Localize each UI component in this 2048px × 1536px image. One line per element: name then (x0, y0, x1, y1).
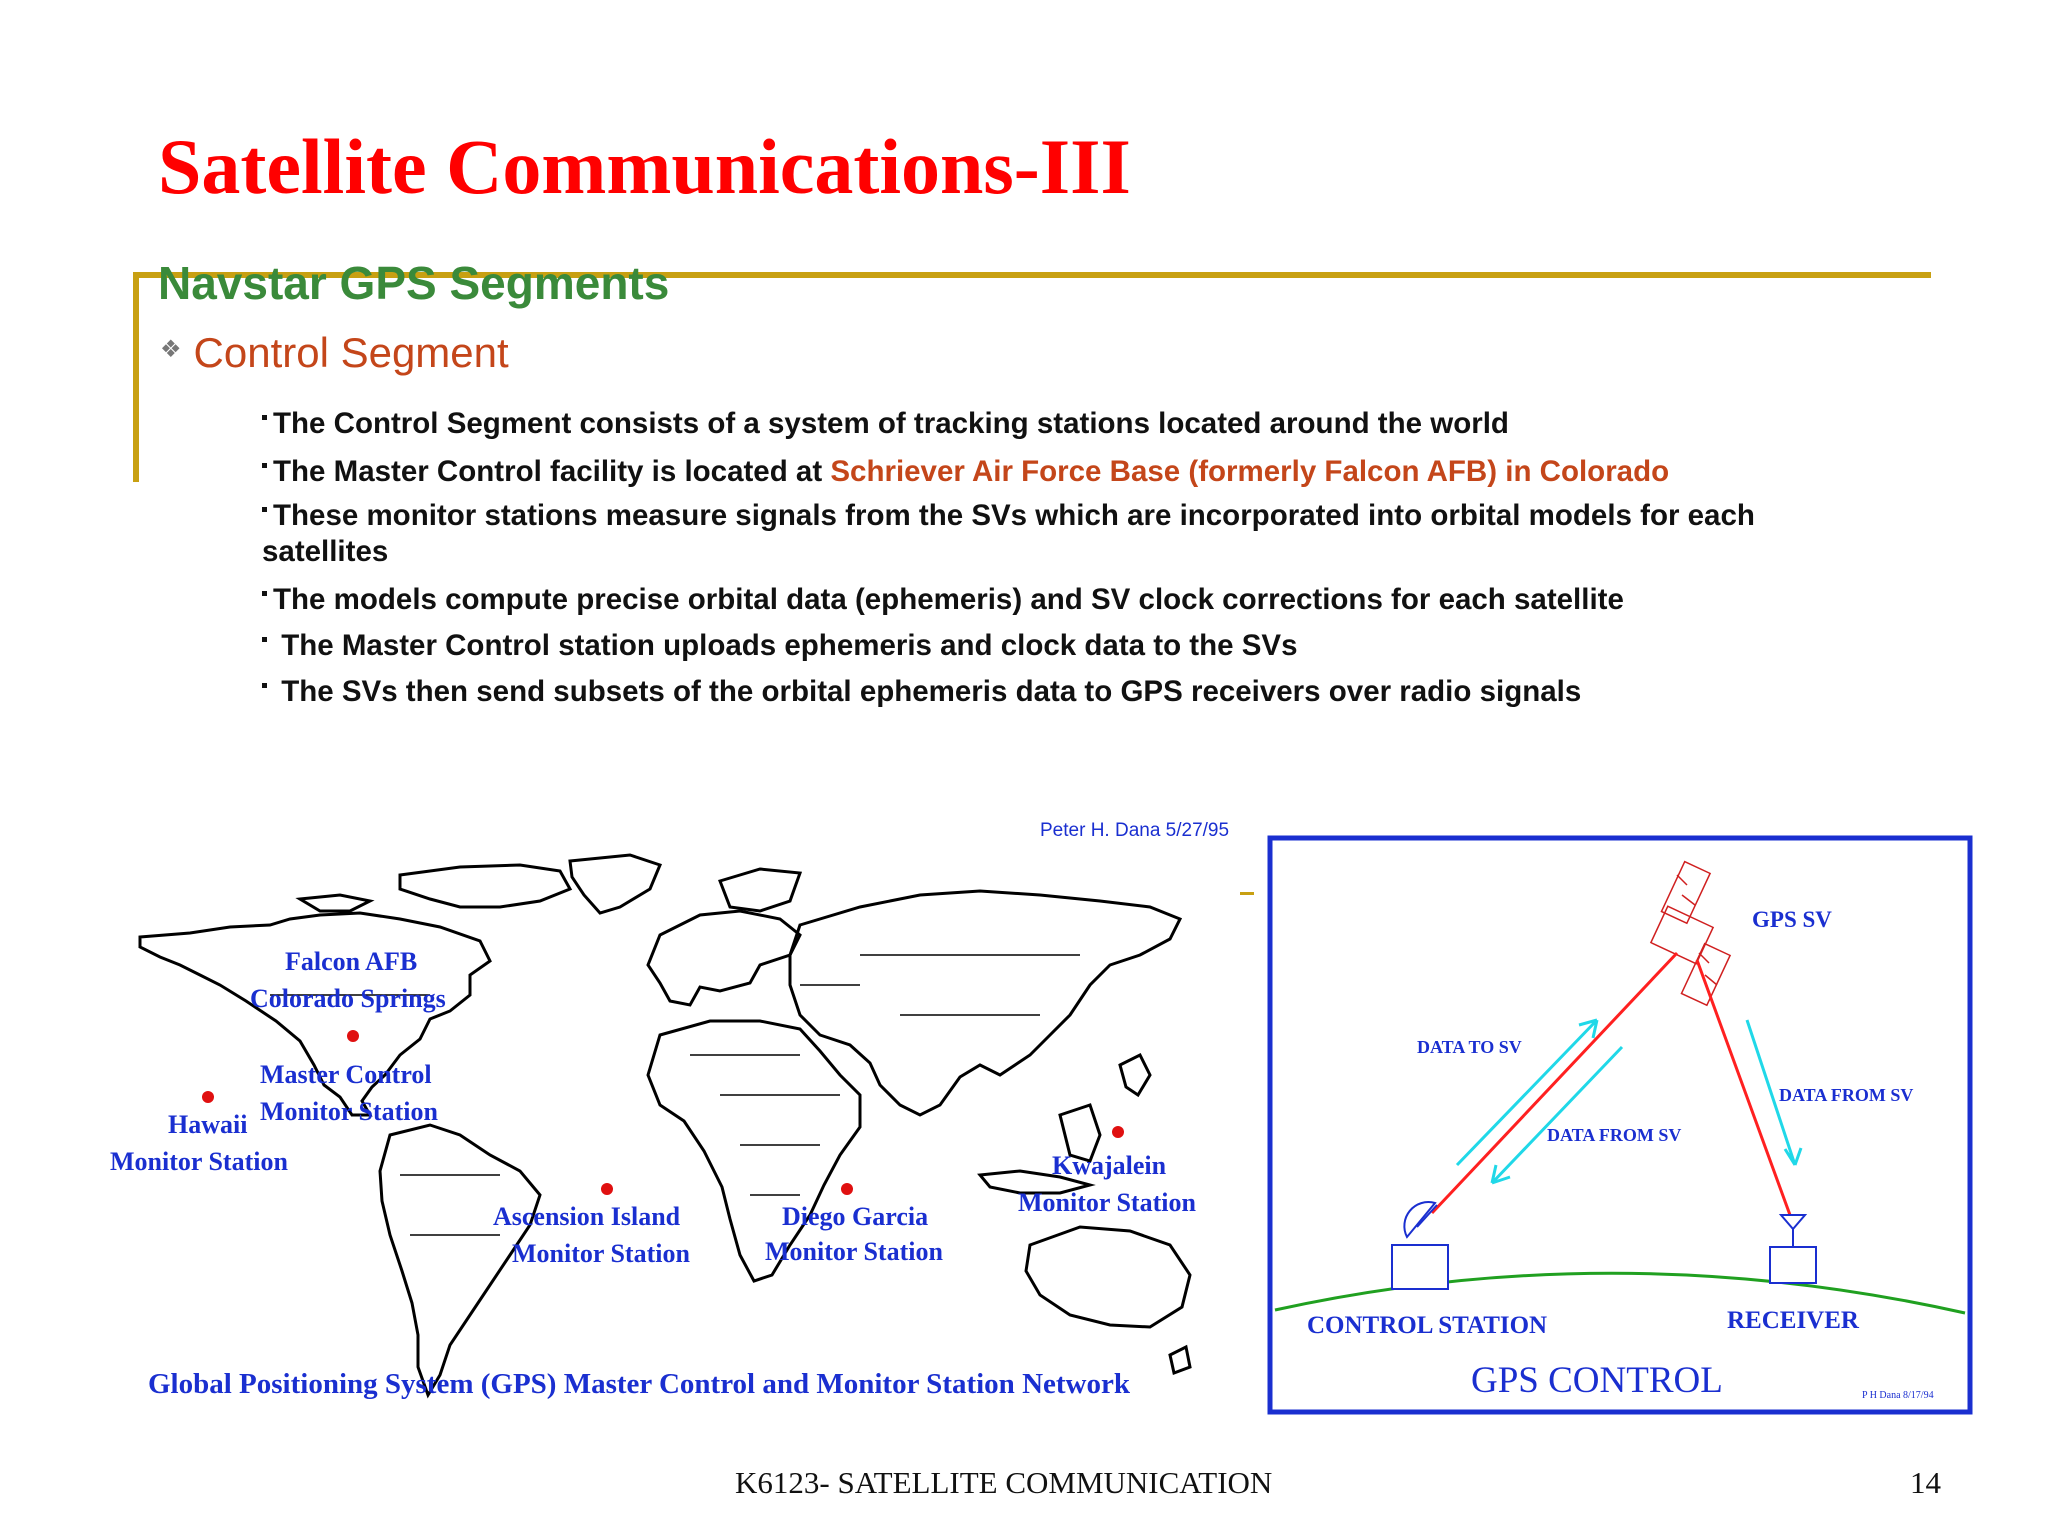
bullet-text: The models compute precise orbital data (ephemeris) and SV clock corrections for each satellite (273, 583, 1624, 616)
square-bullet-icon (262, 463, 267, 468)
bullet-text: The Master Control station uploads ephemeris and clock data to the SVs (273, 629, 1298, 662)
section-label: Control Segment (193, 329, 509, 376)
decorative-dash (1240, 892, 1254, 895)
receiver-label: RECEIVER (1727, 1307, 1859, 1334)
station-label-kwajalein: Kwajalein (1052, 1151, 1167, 1180)
square-bullet-icon (262, 591, 267, 596)
bullet-item (262, 498, 1755, 570)
square-bullet-icon (262, 415, 267, 420)
slide-subtitle: Navstar GPS Segments (158, 257, 670, 309)
gps-station-world-map (100, 815, 1230, 1415)
bullet-item (262, 454, 1669, 490)
station-label-ascension-monitor: Monitor Station (512, 1239, 690, 1268)
data-from-sv-label-1: DATA FROM SV (1547, 1125, 1682, 1145)
map-credit: Peter H. Dana 5/27/95 (1040, 820, 1230, 841)
station-label-colorado-springs: Colorado Springs (250, 984, 446, 1013)
station-marker-icon (601, 1183, 613, 1195)
station-marker-icon (1112, 1126, 1124, 1138)
diagram-credit: P H Dana 8/17/94 (1862, 1390, 1934, 1401)
control-station-label: CONTROL STATION (1307, 1312, 1548, 1339)
title-rule-vertical (133, 272, 139, 482)
bullet-text: These monitor stations measure signals from the SVs which are incorporated into orbital models for each (273, 499, 1755, 532)
station-marker-icon (202, 1091, 214, 1103)
station-label-hawaii: Hawaii (168, 1110, 248, 1139)
station-marker-icon (347, 1030, 359, 1042)
gps-control-title: GPS CONTROL (1471, 1360, 1723, 1401)
station-label-master-monitor: Monitor Station (260, 1097, 438, 1126)
station-label-falcon-afb: Falcon AFB (285, 947, 418, 976)
station-label-master-control: Master Control (260, 1060, 432, 1089)
station-label-hawaii-monitor: Monitor Station (110, 1147, 288, 1176)
map-caption: Global Positioning System (GPS) Master Control and Monitor Station Network (148, 1368, 1130, 1400)
diamond-bullet-icon: ❖ (160, 336, 182, 363)
bullet-item (262, 628, 1298, 664)
data-from-sv-label-2: DATA FROM SV (1779, 1085, 1914, 1105)
station-marker-icon (841, 1183, 853, 1195)
square-bullet-icon (262, 683, 267, 688)
gps-sv-label: GPS SV (1752, 907, 1832, 932)
square-bullet-icon (262, 507, 267, 512)
section-heading (160, 329, 509, 376)
gps-control-diagram (1267, 835, 1973, 1415)
station-label-diego-garcia: Diego Garcia (782, 1202, 929, 1231)
bullet-text: The Master Control facility is located at (273, 455, 831, 488)
station-label-kwajalein-monitor: Monitor Station (1018, 1188, 1196, 1217)
bullet-item (262, 582, 1624, 618)
bullet-text: The Control Segment consists of a system of tracking stations located around the world (273, 407, 1509, 440)
bullet-text: The SVs then send subsets of the orbital ephemeris data to GPS receivers over radio signals (273, 675, 1582, 708)
bullet-item (262, 674, 1581, 710)
slide-title: Satellite Communications-III (158, 123, 1131, 210)
station-label-diego-garcia-monitor: Monitor Station (765, 1237, 943, 1266)
slide-footer: K6123- SATELLITE COMMUNICATION (735, 1465, 1273, 1500)
bullet-highlight: Schriever Air Force Base (formerly Falcon AFB) in Colorado (830, 455, 1670, 488)
page-number: 14 (1910, 1465, 1941, 1500)
data-to-sv-label: DATA TO SV (1417, 1037, 1522, 1057)
bullet-item (262, 406, 1509, 442)
station-label-ascension: Ascension Island (493, 1202, 681, 1231)
square-bullet-icon (262, 637, 267, 642)
bullet-text-continued: satellites (262, 535, 389, 568)
